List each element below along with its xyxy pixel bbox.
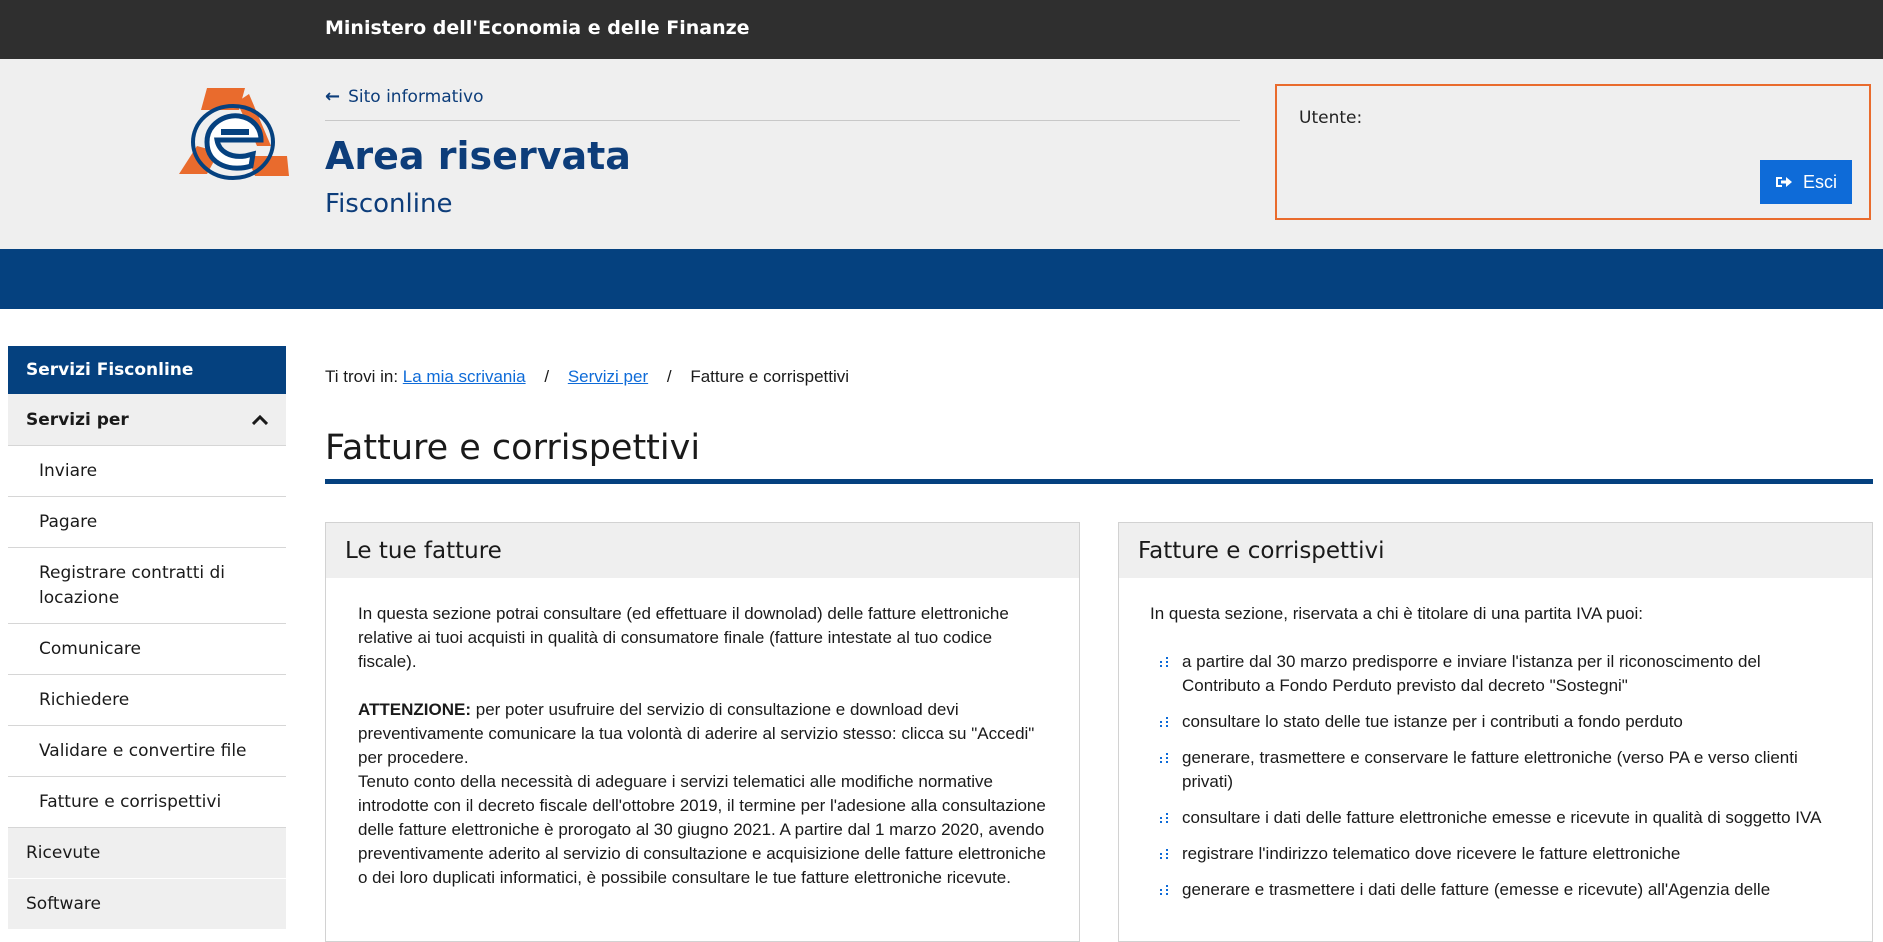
bullet-icon xyxy=(1160,717,1168,727)
bullet-icon xyxy=(1160,753,1168,763)
user-box xyxy=(1275,84,1871,220)
list-item xyxy=(1150,842,1842,866)
list-item-text: consultare lo stato delle tue istanze per i contributi a fondo perduto xyxy=(1182,712,1683,731)
breadcrumb-current: Fatture e corrispettivi xyxy=(690,367,850,386)
card-fatture-corrispettivi xyxy=(1118,522,1873,942)
bullet-icon xyxy=(1160,657,1168,667)
sidebar-head-servizi-fisconline[interactable]: Servizi Fisconline xyxy=(8,346,286,394)
card-intro: In questa sezione, riservata a chi è titolare di una partita IVA puoi: xyxy=(1150,604,1643,623)
arrow-left-icon: ← xyxy=(325,86,341,107)
breadcrumb-link-scrivania[interactable]: La mia scrivania xyxy=(402,367,526,386)
card-title: Le tue fatture xyxy=(326,523,1079,578)
sidebar-item-richiedere[interactable]: Richiedere xyxy=(8,675,286,726)
attention-paragraph xyxy=(358,698,1049,770)
list-item xyxy=(1150,746,1842,794)
sidebar-group-label: Servizi per xyxy=(26,409,129,430)
sidebar-item-ricevute[interactable]: Ricevute xyxy=(8,828,286,879)
list-item-text: registrare l'indirizzo telematico dove ricevere le fatture elettroniche xyxy=(1182,844,1681,863)
list-item xyxy=(1150,878,1842,902)
page-title: Fatture e corrispettivi xyxy=(325,428,701,468)
back-to-info-site-link[interactable] xyxy=(325,86,483,107)
list-item-text: generare e trasmettere i dati delle fatture (emesse e ricevute) all'Agenzia delle xyxy=(1182,880,1771,899)
card-le-tue-fatture xyxy=(325,522,1080,942)
nav-band xyxy=(0,249,1883,309)
header-divider xyxy=(325,120,1240,121)
attention-label: ATTENZIONE: xyxy=(358,700,472,719)
breadcrumb xyxy=(325,367,849,387)
card-body xyxy=(1119,578,1872,902)
attention-text: per poter usufruire del servizio di consultazione e download devi preventivamente comunicare la tua volontà di aderire al servizio stesso: clicca su "Accedi" per procedere. xyxy=(358,700,1035,767)
chevron-up-icon xyxy=(252,415,268,425)
list-item-text: a partire dal 30 marzo predisporre e inviare l'istanza per il riconoscimento del Contributo a Fondo Perduto previsto dal decreto "Sostegni" xyxy=(1182,652,1761,695)
card-paragraph: In questa sezione potrai consultare (ed effettuare il downolad) delle fatture elettroniche relative ai tuoi acquisti in qualità di consumatore finale (fatture intestate al tuo codice fiscale). xyxy=(358,604,1009,671)
sidebar-item-registrare-contratti[interactable]: Registrare contratti di locazione xyxy=(8,548,286,624)
list-item xyxy=(1150,806,1842,830)
sidebar xyxy=(8,346,286,930)
back-link-label: Sito informativo xyxy=(348,86,484,107)
card-paragraph: Tenuto conto della necessità di adeguare i servizi telematici alle modifiche normative introdotte con il decreto fiscale dell'ottobre 2019, il termine per l'adesione alla consultazione delle fatture elettroniche è prorogato al 30 giugno 2021. A partire dal 1 marzo 2020, avendo preventivamente aderito al servizio di consultazione e acquisizione delle fatture elettroniche o dei loro duplicati informatici, è possibile consultare le tue fatture elettroniche ricevute. xyxy=(358,772,1046,887)
logout-button[interactable] xyxy=(1760,160,1852,204)
sidebar-item-comunicare[interactable]: Comunicare xyxy=(8,624,286,675)
list-item-text: generare, trasmettere e conservare le fatture elettroniche (verso PA e verso clienti privati) xyxy=(1182,748,1798,791)
area-subtitle: Fisconline xyxy=(325,189,453,219)
sidebar-group-servizi-per[interactable] xyxy=(8,394,286,446)
service-list xyxy=(1150,650,1842,902)
bullet-icon xyxy=(1160,849,1168,859)
card-title: Fatture e corrispettivi xyxy=(1119,523,1872,578)
area-title: Area riservata xyxy=(325,134,631,178)
list-item xyxy=(1150,650,1842,698)
sidebar-item-software[interactable]: Software xyxy=(8,879,286,930)
sidebar-item-inviare[interactable]: Inviare xyxy=(8,446,286,497)
logout-label: Esci xyxy=(1802,171,1837,192)
card-body xyxy=(326,578,1079,890)
ministry-title: Ministero dell'Economia e delle Finanze xyxy=(325,17,750,39)
top-bar xyxy=(0,0,1883,59)
list-item-text: consultare i dati delle fatture elettroniche emesse e ricevute in qualità di soggetto IVA xyxy=(1182,808,1822,827)
breadcrumb-prefix: Ti trovi in: xyxy=(325,367,399,386)
sidebar-item-pagare[interactable]: Pagare xyxy=(8,497,286,548)
sign-out-icon xyxy=(1775,174,1793,190)
breadcrumb-separator: / xyxy=(666,367,672,386)
user-label: Utente: xyxy=(1299,108,1363,128)
sidebar-item-fatture[interactable]: Fatture e corrispettivi xyxy=(8,777,286,828)
list-item xyxy=(1150,710,1842,734)
sidebar-item-validare[interactable]: Validare e convertire file xyxy=(8,726,286,777)
breadcrumb-separator: / xyxy=(544,367,550,386)
agency-logo xyxy=(177,84,289,180)
breadcrumb-link-servizi-per[interactable]: Servizi per xyxy=(567,367,649,386)
title-rule xyxy=(325,479,1873,484)
bullet-icon xyxy=(1160,885,1168,895)
bullet-icon xyxy=(1160,813,1168,823)
